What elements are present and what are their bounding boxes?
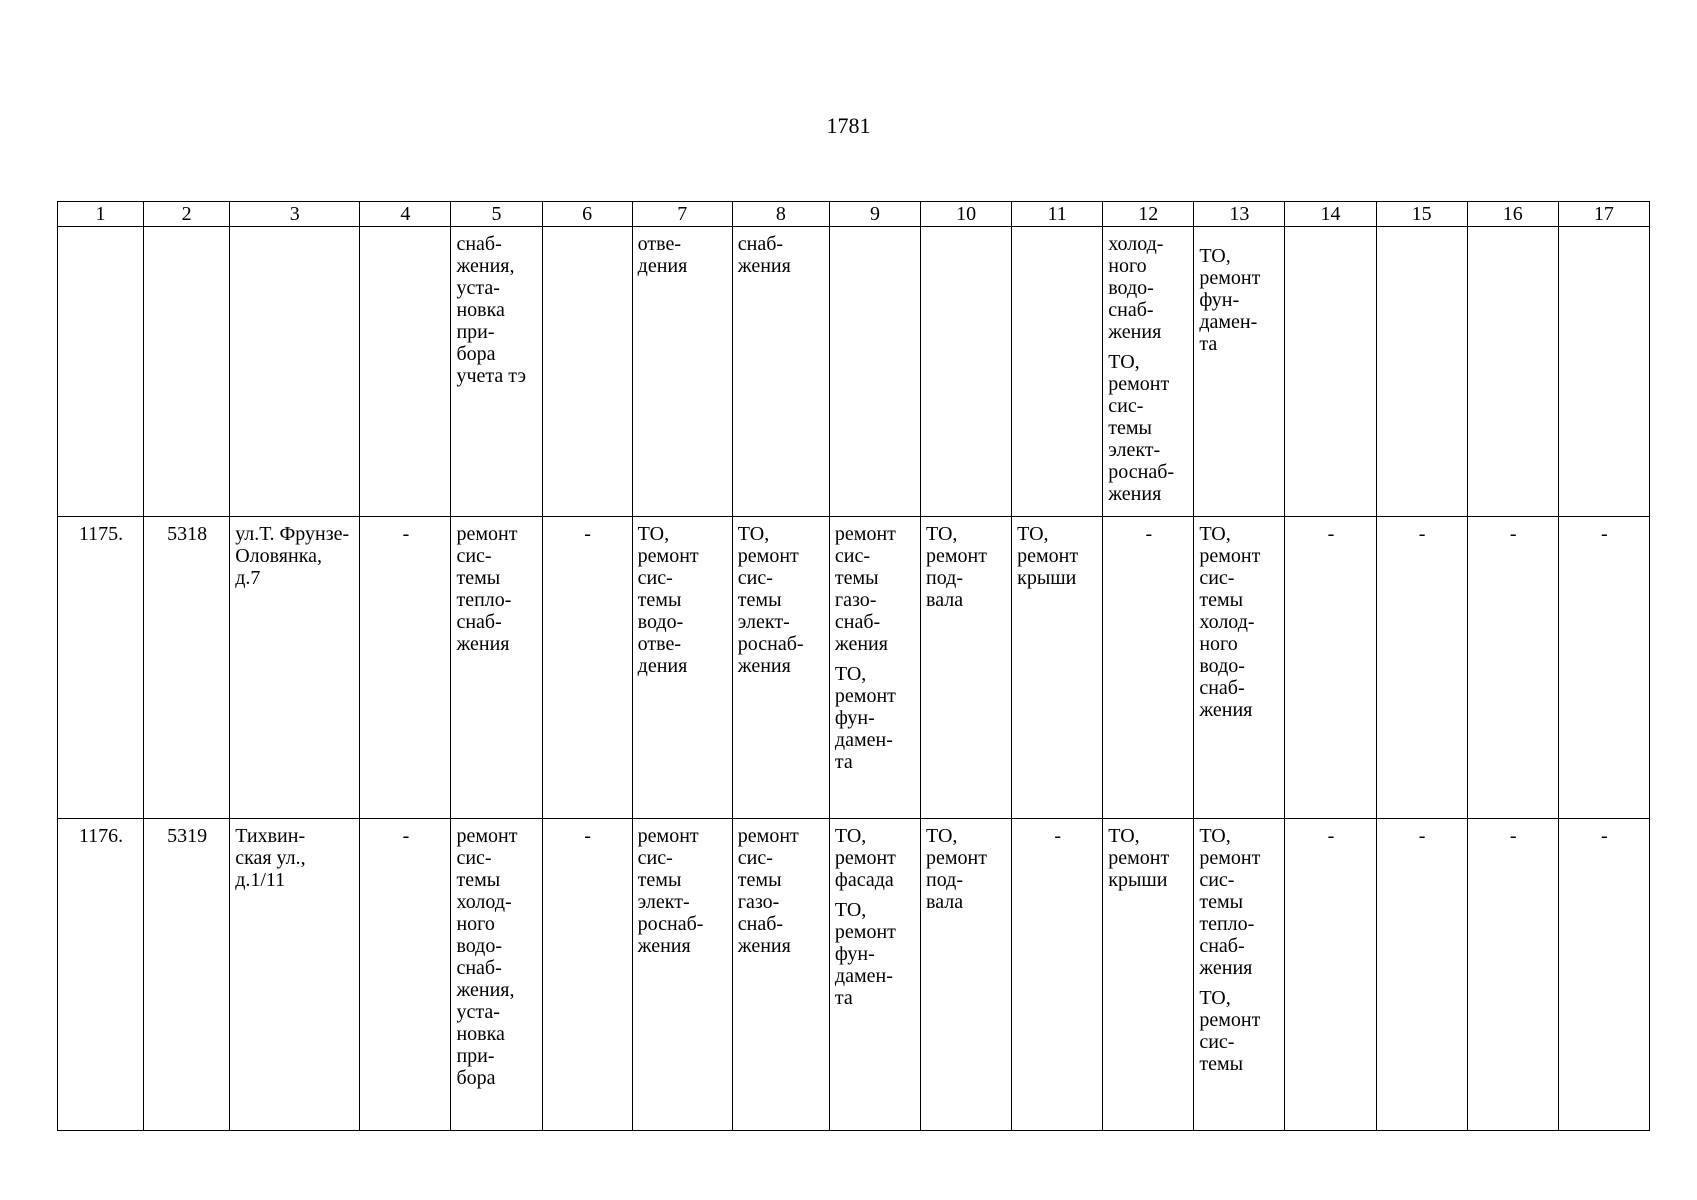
- work-item: ремонт сис- темы элект- роснаб- жения: [637, 825, 704, 957]
- table-cell: [451, 227, 542, 517]
- table-row: [58, 227, 1650, 517]
- table-cell: -: [542, 819, 632, 1131]
- work-item: ТО, ремонт фун- дамен- та: [834, 663, 896, 773]
- table-cell: -: [1467, 517, 1558, 819]
- work-item: ТО, ремонт фун- дамен- та: [834, 899, 896, 1009]
- column-header: 9: [829, 202, 920, 227]
- work-item: ТО, ремонт фасада: [834, 825, 896, 891]
- work-item: ремонт сис- темы холод- ного водо- снаб- жения, уста- новка при- бора: [456, 825, 518, 1089]
- table-cell: [921, 819, 1012, 1131]
- row-number: 1175.: [58, 517, 144, 819]
- column-header: 10: [921, 202, 1012, 227]
- table-cell: [230, 227, 360, 517]
- work-item: ремонт сис- темы газо- снаб- жения: [834, 523, 896, 655]
- table-cell: [1103, 819, 1194, 1131]
- table-cell: [921, 227, 1012, 517]
- building-code: 5318: [144, 517, 230, 819]
- table-cell: -: [360, 819, 451, 1131]
- table-cell: -: [1012, 819, 1103, 1131]
- table-cell: [632, 227, 732, 517]
- column-header: 8: [732, 202, 829, 227]
- column-header: 12: [1103, 202, 1194, 227]
- work-item: ТО, ремонт под- вала: [926, 523, 987, 611]
- table-cell: -: [1467, 819, 1558, 1131]
- table-cell: -: [1376, 819, 1467, 1131]
- table-cell: [732, 227, 829, 517]
- work-item: снаб- жения, уста- новка при- бора учета тэ: [456, 233, 527, 387]
- work-item: ТО, ремонт фун- дамен- та: [1199, 245, 1261, 355]
- work-schedule-table: [57, 201, 1650, 1131]
- table-cell: -: [1285, 819, 1376, 1131]
- table-cell: -: [360, 517, 451, 819]
- work-item: холод- ного водо- снаб- жения: [1108, 233, 1164, 343]
- table-cell: [58, 227, 144, 517]
- work-item: отве- дения: [637, 233, 688, 277]
- column-header: 3: [230, 202, 360, 227]
- work-item: ТО, ремонт сис- темы элект- роснаб- жения: [737, 523, 804, 677]
- column-number-header: [58, 202, 1650, 227]
- page-number: 1781: [826, 113, 871, 138]
- table-cell: -: [1376, 517, 1467, 819]
- address: Тихвин- ская ул., д.1/11: [230, 819, 360, 1131]
- table-cell: [732, 517, 829, 819]
- column-header: 15: [1376, 202, 1467, 227]
- table-cell: -: [542, 517, 632, 819]
- work-item: снаб- жения: [737, 233, 791, 277]
- address: ул.Т. Фрунзе- Оловянка, д.7: [230, 517, 360, 819]
- table-cell: -: [1103, 517, 1194, 819]
- work-item: ТО, ремонт сис- темы водо- отве- дения: [637, 523, 699, 677]
- table-cell: [632, 819, 732, 1131]
- table-cell: [451, 517, 542, 819]
- column-header: 13: [1194, 202, 1285, 227]
- column-header: 2: [144, 202, 230, 227]
- table-cell: [921, 517, 1012, 819]
- table-cell: [451, 819, 542, 1131]
- column-header: 6: [542, 202, 632, 227]
- table-cell: [829, 227, 920, 517]
- column-header: 7: [632, 202, 732, 227]
- table-cell: -: [1558, 819, 1649, 1131]
- table-cell: [1285, 227, 1376, 517]
- column-header: 17: [1558, 202, 1649, 227]
- table-cell: [1194, 819, 1285, 1131]
- work-item: ТО, ремонт крыши: [1017, 523, 1079, 589]
- column-header: 1: [58, 202, 144, 227]
- building-code: 5319: [144, 819, 230, 1131]
- table-cell: [1467, 227, 1558, 517]
- work-item: ТО, ремонт сис- темы тепло- снаб- жения: [1199, 825, 1261, 979]
- work-item: ремонт сис- темы газо- снаб- жения: [737, 825, 799, 957]
- table-cell: [1376, 227, 1467, 517]
- column-header: 14: [1285, 202, 1376, 227]
- table-cell: [542, 227, 632, 517]
- table-cell: [1012, 227, 1103, 517]
- table-row: [58, 819, 1650, 1131]
- work-item: ТО, ремонт сис- темы элект- роснаб- жения: [1108, 351, 1175, 505]
- table-cell: [1194, 227, 1285, 517]
- column-header: 5: [451, 202, 542, 227]
- table-cell: [1012, 517, 1103, 819]
- table-cell: [144, 227, 230, 517]
- work-item: ТО, ремонт сис- темы холод- ного водо- снаб- жения: [1199, 523, 1261, 721]
- table-cell: -: [1285, 517, 1376, 819]
- work-item: ТО, ремонт крыши: [1108, 825, 1170, 891]
- table-cell: [1103, 227, 1194, 517]
- column-header: 16: [1467, 202, 1558, 227]
- table-cell: [632, 517, 732, 819]
- work-item: ТО, ремонт под- вала: [926, 825, 987, 913]
- table-cell: [732, 819, 829, 1131]
- column-header: 11: [1012, 202, 1103, 227]
- table-cell: [829, 517, 920, 819]
- table-row: [58, 517, 1650, 819]
- row-number: 1176.: [58, 819, 144, 1131]
- table-cell: [360, 227, 451, 517]
- work-item: ремонт сис- темы тепло- снаб- жения: [456, 523, 518, 655]
- table-cell: [1194, 517, 1285, 819]
- table-cell: [829, 819, 920, 1131]
- table-cell: -: [1558, 517, 1649, 819]
- column-header: 4: [360, 202, 451, 227]
- table-cell: [1558, 227, 1649, 517]
- work-item: ТО, ремонт сис- темы: [1199, 987, 1261, 1075]
